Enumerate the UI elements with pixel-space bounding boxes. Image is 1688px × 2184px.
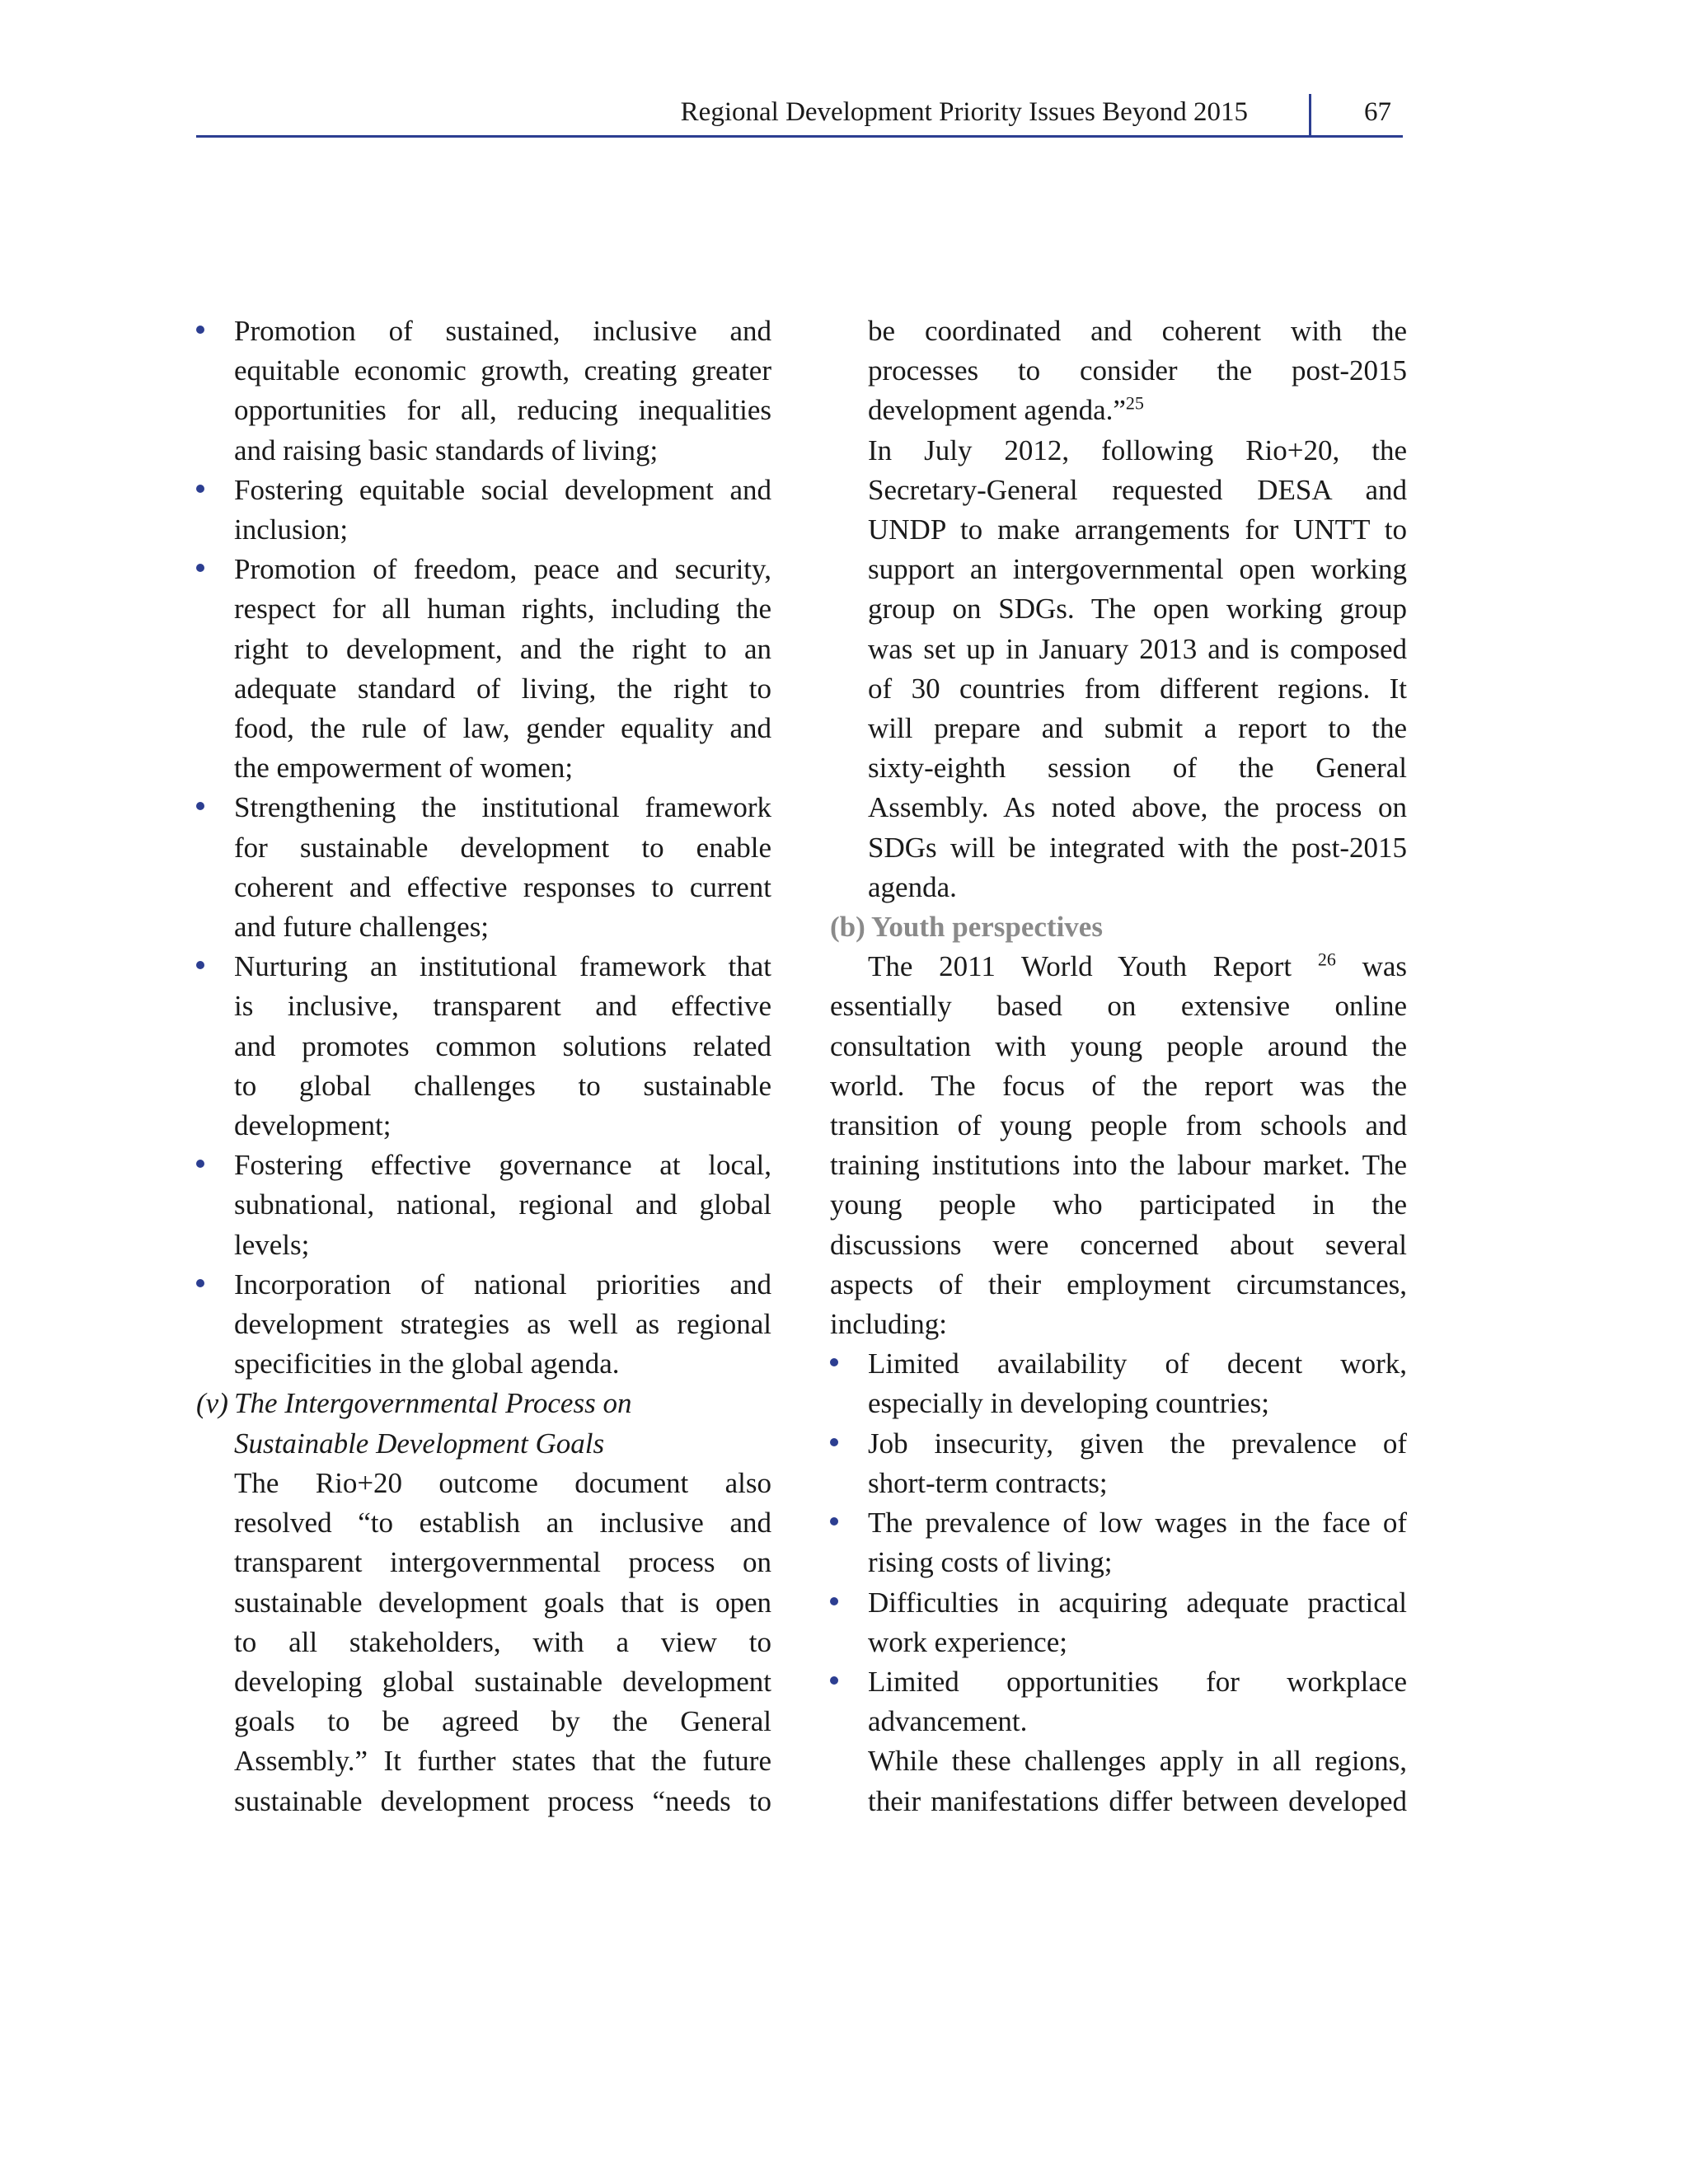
text-line: In July 2012, following Rio+20, the (868, 434, 1407, 466)
text-line: Job insecurity, given the prevalence of (868, 1427, 1407, 1460)
text-line: transparent intergovernmental process on (234, 1546, 771, 1579)
text-line: is inclusive, transparent and effective (234, 990, 771, 1023)
section-b-label: (b) (830, 911, 865, 944)
text-line: work experience; (868, 1625, 1067, 1658)
text-line: especially in developing countries; (868, 1387, 1269, 1420)
bullet-item (196, 550, 771, 788)
text-line: UNDP to make arrangements for UNTT to (868, 513, 1407, 546)
text-line: agenda. (868, 870, 957, 903)
left-column (196, 312, 771, 1821)
section-v-heading (196, 1384, 771, 1463)
continuation-paragraph (830, 312, 1407, 431)
text-line: equitable economic growth, creating greater (234, 354, 771, 387)
closing-paragraph (830, 1741, 1407, 1821)
text-line: world. The focus of the report was the (830, 1069, 1407, 1102)
text-line: specificities in the global agenda. (234, 1347, 620, 1380)
bullet-dot-icon (196, 961, 204, 969)
text-line: of 30 countries from different regions. It (868, 672, 1407, 705)
text-line: adequate standard of living, the right to (234, 672, 771, 705)
text-line (868, 391, 1407, 430)
text-line: levels; (234, 1228, 310, 1261)
text-line: Assembly.” It further states that the future (234, 1745, 771, 1778)
bullet-item (196, 1146, 771, 1265)
text-line: to all stakeholders, with a view to (234, 1625, 771, 1658)
text-line: short-term contracts; (868, 1466, 1108, 1499)
text-line: discussions were concerned about several (830, 1228, 1407, 1261)
text-line: was set up in January 2013 and is composed (868, 632, 1407, 665)
text-line: Nurturing an institutional framework that (234, 950, 771, 983)
text-line: goals to be agreed by the General (234, 1705, 771, 1738)
text-line: development; (234, 1109, 392, 1142)
bullet-dot-icon (830, 1517, 838, 1526)
bullet-item (196, 788, 771, 947)
bullet-dot-icon (196, 326, 204, 334)
text-line: Limited availability of decent work, (868, 1347, 1407, 1380)
text-line: resolved “to establish an inclusive and (234, 1507, 771, 1540)
text-line: rising costs of living; (868, 1546, 1113, 1579)
header-separator (1309, 94, 1311, 135)
text-line: food, the rule of law, gender equality and (234, 712, 771, 745)
text-fragment: was (1362, 950, 1407, 983)
header-rule (196, 135, 1403, 138)
footnote-ref-25: 25 (1125, 392, 1144, 414)
text-fragment: development agenda.” (868, 394, 1126, 427)
section-v-title-line: The Intergovernmental Process on (234, 1387, 632, 1420)
bullet-item (196, 312, 771, 471)
bullet-item (830, 1344, 1407, 1423)
bullet-item (830, 1583, 1407, 1662)
running-header-title: Regional Development Priority Issues Beyond 2015 (680, 97, 1248, 127)
bullet-item (830, 1503, 1407, 1582)
text-line: sustainable development goals that is open (234, 1586, 771, 1619)
bullet-item (830, 1662, 1407, 1741)
bullet-dot-icon (196, 485, 204, 493)
youth-concerns-list (830, 1344, 1407, 1741)
text-line: sixty-eighth session of the General (868, 752, 1407, 785)
right-column (830, 312, 1407, 1821)
page-number: 67 (1364, 97, 1391, 127)
text-line: be coordinated and coherent with the (868, 315, 1407, 347)
section-v-title-line: Sustainable Development Goals (234, 1427, 605, 1460)
text-fragment: The 2011 World Youth Report (868, 950, 1292, 983)
text-line: right to development, and the right to an (234, 632, 771, 665)
text-line: Fostering effective governance at local, (234, 1149, 771, 1182)
text-line: development strategies as well as regional (234, 1308, 771, 1341)
priority-bullet-list (196, 312, 771, 1384)
footnote-ref-26: 26 (1317, 949, 1336, 970)
bullet-dot-icon (196, 802, 204, 810)
text-line: subnational, national, regional and global (234, 1188, 771, 1221)
youth-paragraph-body (830, 987, 1407, 1344)
text-line: Incorporation of national priorities and (234, 1268, 771, 1301)
bullet-dot-icon (196, 1160, 204, 1168)
text-line: coherent and effective responses to current (234, 870, 771, 903)
text-line: SDGs will be integrated with the post-2015 (868, 831, 1407, 864)
text-line: and raising basic standards of living; (234, 434, 659, 466)
text-line: including: (830, 1308, 947, 1341)
bullet-item (196, 1265, 771, 1385)
text-line: and promotes common solutions related (234, 1029, 771, 1062)
text-line: group on SDGs. The open working group (868, 593, 1407, 626)
text-line: Difficulties in acquiring adequate practical (868, 1586, 1407, 1619)
text-line: advancement. (868, 1705, 1028, 1738)
text-line: training institutions into the labour market. The (830, 1149, 1407, 1182)
text-line: The prevalence of low wages in the face of (868, 1507, 1407, 1540)
section-b-title: Youth perspectives (871, 911, 1103, 944)
text-line: young people who participated in the (830, 1188, 1407, 1221)
text-line: for sustainable development to enable (234, 831, 771, 864)
text-line: respect for all human rights, including the (234, 593, 771, 626)
text-line (830, 947, 1407, 987)
text-line: opportunities for all, reducing inequalities (234, 394, 771, 427)
bullet-dot-icon (196, 1279, 204, 1287)
text-line: consultation with young people around the (830, 1029, 1407, 1062)
text-line: Promotion of sustained, inclusive and (234, 315, 771, 347)
bullet-dot-icon (830, 1438, 838, 1446)
text-line: While these challenges apply in all regions, (868, 1745, 1407, 1778)
text-line: Assembly. As noted above, the process on (868, 791, 1407, 824)
text-line: processes to consider the post-2015 (868, 354, 1407, 387)
text-line: sustainable development process “needs to (234, 1784, 771, 1817)
july-2012-paragraph (830, 431, 1407, 907)
text-line: and future challenges; (234, 911, 490, 944)
text-line: Strengthening the institutional framework (234, 791, 771, 824)
text-line: The Rio+20 outcome document also (234, 1466, 771, 1499)
bullet-item (830, 1424, 1407, 1503)
text-line: will prepare and submit a report to the (868, 712, 1407, 745)
text-line: inclusion; (234, 513, 349, 546)
text-line: Limited opportunities for workplace (868, 1665, 1407, 1698)
bullet-dot-icon (830, 1597, 838, 1605)
bullet-item (196, 471, 771, 550)
text-line: their manifestations differ between developed (868, 1784, 1407, 1817)
bullet-dot-icon (830, 1358, 838, 1366)
text-line: aspects of their employment circumstances, (830, 1268, 1407, 1301)
text-line: transition of young people from schools and (830, 1109, 1407, 1142)
bullet-item (196, 947, 771, 1146)
text-line: developing global sustainable development (234, 1665, 771, 1698)
text-line: to global challenges to sustainable (234, 1069, 771, 1102)
text-line: essentially based on extensive online (830, 990, 1407, 1023)
bullet-dot-icon (196, 564, 204, 572)
text-line: Secretary-General requested DESA and (868, 473, 1407, 506)
text-line: Promotion of freedom, peace and security, (234, 553, 771, 586)
section-b-heading (830, 907, 1407, 947)
text-line: support an intergovernmental open working (868, 553, 1407, 586)
bullet-dot-icon (830, 1676, 838, 1685)
rio20-paragraph (196, 1464, 771, 1821)
running-header (196, 96, 1403, 142)
youth-paragraph (830, 947, 1407, 1344)
text-line: the empowerment of women; (234, 752, 574, 785)
section-v-number: (v) (196, 1387, 228, 1420)
text-line: Fostering equitable social development and (234, 473, 771, 506)
